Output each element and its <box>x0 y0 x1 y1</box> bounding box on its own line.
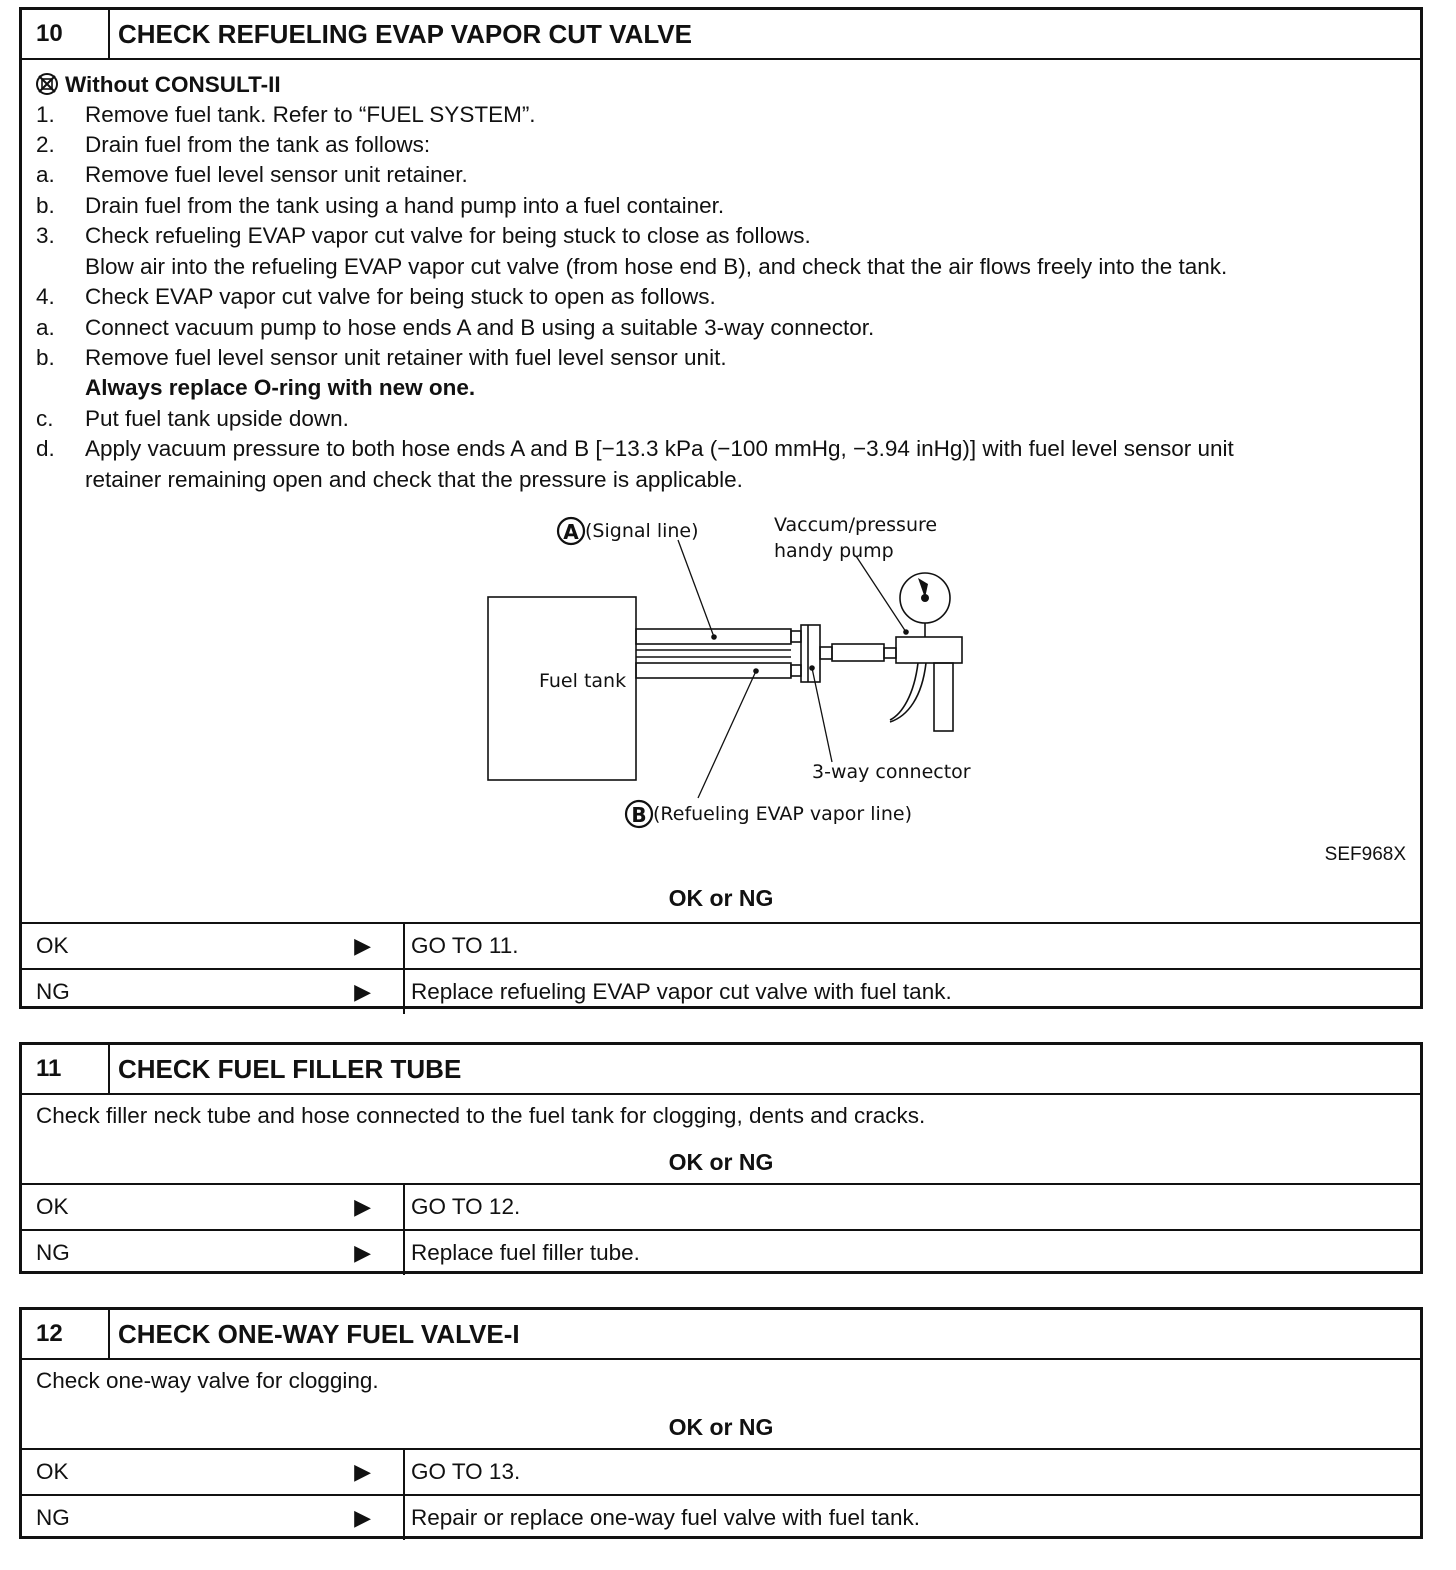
label-connector: 3-way connector <box>812 761 971 783</box>
label-pump-2: handy pump <box>774 540 894 562</box>
result-action: GO TO 12. <box>411 1194 521 1219</box>
label-pump-1: Vaccum/pressure <box>774 514 938 536</box>
result-row-ok <box>22 922 1420 968</box>
label-a-text: (Signal line) <box>585 520 699 542</box>
arrow-right-icon: ▶ <box>354 1194 371 1219</box>
instruction-line: Check filler neck tube and hose connected to the fuel tank for clogging, dents and cracks. <box>36 1103 926 1128</box>
result-label: NG <box>36 1240 70 1265</box>
result-row-ok <box>22 1448 1420 1494</box>
label-a-letter: A <box>563 520 579 544</box>
step-number: 10 <box>22 10 110 58</box>
evap-test-diagram <box>452 500 1012 830</box>
ok-or-ng-label: OK or NG <box>668 1149 774 1175</box>
step-10-body: Without CONSULT-II 1. Remove fuel tank. Refer to “FUEL SYSTEM”. 2. Drain fuel from the tank as follows: a. Remove fuel level sensor unit retainer. b. Drain fuel from the tank using a hand pump into a fuel container. 3. Check refueling EVAP vapor cut valve for being stuck to close as follows. Blow air into the refueling EVAP vapor cut valve (from hose end B), and check that the air flows freely into the tank. 4. Check EVAP vapor cut valve for being stuck to open as follows. a. Connect vacuum pump to hose ends A and B using a suitable 3-way connector. b. Remove fuel level sensor unit retainer with fuel level sensor unit. Always replace O-ring with new one. c. Put fuel tank upside down. d. Apply vacuum pressure to both hose ends A and B [−13.3 kPa (−100 mmHg, −3.94 inHg)] with fuel level sensor unit retainer remaining open and check that the pressure is applicable. A (Signal line) Vaccum/pressure handy pump Fuel tank 3-way connector B (Refueling EVAP vapor line) SEF968X OK or NG <box>22 60 1420 922</box>
result-label: NG <box>36 979 70 1004</box>
instruction-line: a. Connect vacuum pump to hose ends A and B using a suitable 3-way connector. <box>36 315 875 340</box>
instruction-line: 3. Check refueling EVAP vapor cut valve for being stuck to close as follows. <box>36 223 811 248</box>
result-action: GO TO 11. <box>411 933 519 958</box>
figure-id: SEF968X <box>1324 844 1406 865</box>
step-11-header <box>22 1045 1420 1095</box>
step-10-header <box>22 10 1420 60</box>
result-action: Replace refueling EVAP vapor cut valve with fuel tank. <box>411 979 952 1004</box>
step-title: CHECK FUEL FILLER TUBE <box>118 1053 462 1084</box>
step-number: 12 <box>22 1310 110 1358</box>
result-action: Replace fuel filler tube. <box>411 1240 640 1265</box>
step-11-body <box>22 1095 1420 1183</box>
step-11-box <box>19 1042 1423 1274</box>
instruction-line: 4. Check EVAP vapor cut valve for being stuck to open as follows. <box>36 284 716 309</box>
pump-body <box>896 637 962 663</box>
instruction-line: 2. Drain fuel from the tank as follows: <box>36 132 431 157</box>
mode-heading <box>35 72 281 102</box>
step-10-box <box>19 7 1423 1009</box>
three-way-connector-shape <box>801 625 820 682</box>
step-12-header <box>22 1310 1420 1360</box>
ok-or-ng-label: OK or NG <box>668 1414 774 1440</box>
instruction-line: c. Put fuel tank upside down. <box>36 406 349 431</box>
result-row-ng <box>22 1229 1420 1275</box>
label-fuel-tank: Fuel tank <box>539 670 627 692</box>
instruction-line: a. Remove fuel level sensor unit retainer. <box>36 162 468 187</box>
step-title: CHECK ONE-WAY FUEL VALVE-I <box>118 1318 520 1349</box>
result-action: Repair or replace one-way fuel valve with fuel tank. <box>411 1505 921 1530</box>
instruction-line: b. Remove fuel level sensor unit retainer with fuel level sensor unit. <box>36 345 727 370</box>
result-row-ng <box>22 968 1420 1014</box>
arrow-right-icon: ▶ <box>354 933 371 958</box>
arrow-right-icon: ▶ <box>354 979 371 1004</box>
instruction-line: d. Apply vacuum pressure to both hose ends A and B [−13.3 kPa (−100 mmHg, −3.94 inHg)] with fuel level sensor unit <box>36 436 1234 461</box>
no-consult-icon <box>35 72 59 102</box>
result-label: NG <box>36 1505 70 1530</box>
result-label: OK <box>36 1459 69 1484</box>
mode-label: Without CONSULT-II <box>65 72 281 97</box>
instruction-line: Check one-way valve for clogging. <box>36 1368 379 1393</box>
arrow-right-icon: ▶ <box>354 1505 371 1530</box>
evap-line-hose <box>636 663 791 678</box>
instruction-line: 1. Remove fuel tank. Refer to “FUEL SYSTEM”. <box>36 102 536 127</box>
result-label: OK <box>36 1194 69 1219</box>
result-row-ok <box>22 1183 1420 1229</box>
result-action: GO TO 13. <box>411 1459 521 1484</box>
label-b-letter: B <box>631 803 647 827</box>
step-number: 11 <box>22 1045 110 1093</box>
result-label: OK <box>36 933 69 958</box>
instruction-line: b. Drain fuel from the tank using a hand pump into a fuel container. <box>36 193 725 218</box>
arrow-right-icon: ▶ <box>354 1240 371 1265</box>
result-row-ng <box>22 1494 1420 1540</box>
label-b-text: (Refueling EVAP vapor line) <box>653 803 912 825</box>
step-title: CHECK REFUELING EVAP VAPOR CUT VALVE <box>118 18 692 49</box>
step-12-body <box>22 1360 1420 1448</box>
arrow-right-icon: ▶ <box>354 1459 371 1484</box>
ok-or-ng-label: OK or NG <box>668 885 774 911</box>
step-12-box <box>19 1307 1423 1539</box>
